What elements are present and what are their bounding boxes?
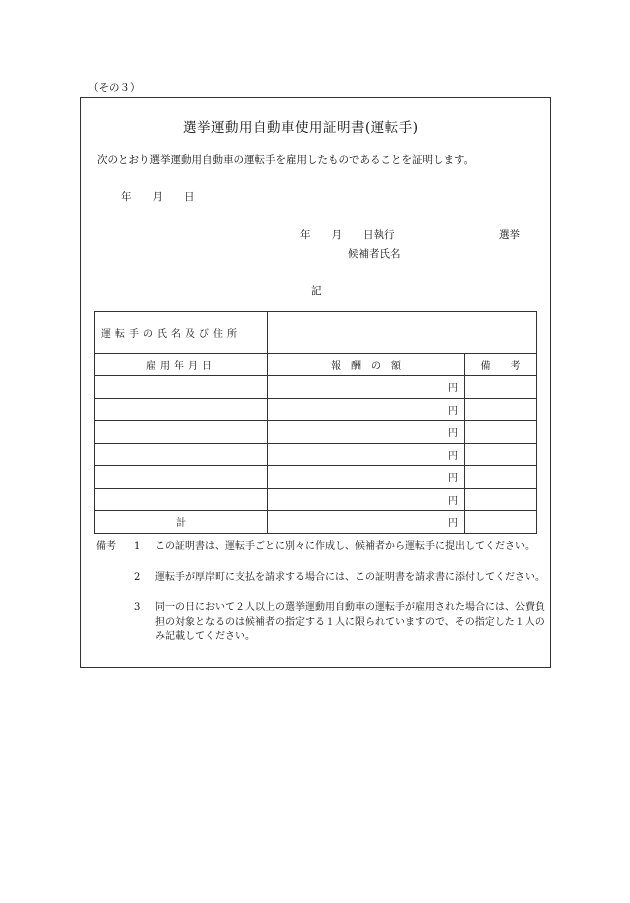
remarks-cell[interactable] — [465, 443, 537, 466]
form-number: （その３） — [88, 82, 141, 94]
candidate-name-label: 候補者氏名 — [348, 248, 401, 260]
driver-row — [95, 312, 537, 354]
note-number: 1 — [134, 541, 141, 552]
amount-cell[interactable]: 円 — [268, 421, 465, 444]
remarks-cell[interactable] — [465, 398, 537, 421]
note-item — [96, 540, 548, 570]
table-row — [95, 488, 537, 511]
note-text: 同一の日において２人以上の選挙運動用自動車の運転手が雇用された場合には、公費負担の対象となるのは候補者の指定する１人に限られていますので、その指定した１人のみ記載してください。 — [155, 602, 545, 642]
date-line: 年 月 日 — [121, 191, 195, 203]
note-item — [96, 571, 548, 601]
remarks-cell[interactable] — [465, 376, 537, 399]
note-item — [96, 601, 548, 646]
total-amount-cell[interactable]: 円 — [268, 511, 465, 534]
total-row — [95, 511, 537, 534]
compensation-header: 報 酬 の 額 — [268, 354, 465, 376]
table-row — [95, 443, 537, 466]
amount-cell[interactable]: 円 — [268, 466, 465, 489]
amount-cell[interactable]: 円 — [268, 443, 465, 466]
table-row — [95, 398, 537, 421]
amount-cell[interactable]: 円 — [268, 488, 465, 511]
ki-label: 記 — [311, 285, 322, 297]
employment-date-header: 雇用年月日 — [95, 354, 268, 376]
notes-label: 備考 — [96, 541, 116, 552]
intro-text: 次のとおり選挙運動用自動車の運転手を雇用したものであることを証明します。 — [97, 154, 475, 166]
amount-cell[interactable]: 円 — [268, 376, 465, 399]
driver-name-address-field[interactable] — [268, 312, 537, 354]
remarks-header: 備 考 — [465, 354, 537, 376]
table-row — [95, 376, 537, 399]
amount-cell[interactable]: 円 — [268, 398, 465, 421]
total-remarks-cell[interactable] — [465, 511, 537, 534]
table-row — [95, 466, 537, 489]
employment-date-cell[interactable] — [95, 421, 268, 444]
employment-date-cell[interactable] — [95, 398, 268, 421]
election-label: 選挙 — [499, 229, 520, 241]
total-label: 計 — [95, 511, 268, 534]
employment-date-cell[interactable] — [95, 488, 268, 511]
note-number: 3 — [134, 602, 141, 613]
remarks-cell[interactable] — [465, 466, 537, 489]
page-title: 選挙運動用自動車使用証明書(運転手) — [183, 120, 419, 136]
certificate-table — [94, 311, 537, 534]
driver-name-address-label: 運転手の氏名及び住所 — [95, 312, 268, 354]
note-text: この証明書は、運転手ごとに別々に作成し、候補者から運転手に提出してください。 — [155, 541, 535, 552]
note-number: 2 — [134, 572, 141, 583]
remarks-cell[interactable] — [465, 488, 537, 511]
note-text: 運転手が厚岸町に支払を請求する場合には、この証明書を請求書に添付してください。 — [155, 572, 545, 583]
employment-date-cell[interactable] — [95, 376, 268, 399]
employment-date-cell[interactable] — [95, 466, 268, 489]
header-row — [95, 354, 537, 376]
election-date-line: 年 月 日執行 — [300, 229, 395, 241]
remarks-cell[interactable] — [465, 421, 537, 444]
table-row — [95, 421, 537, 444]
employment-date-cell[interactable] — [95, 443, 268, 466]
